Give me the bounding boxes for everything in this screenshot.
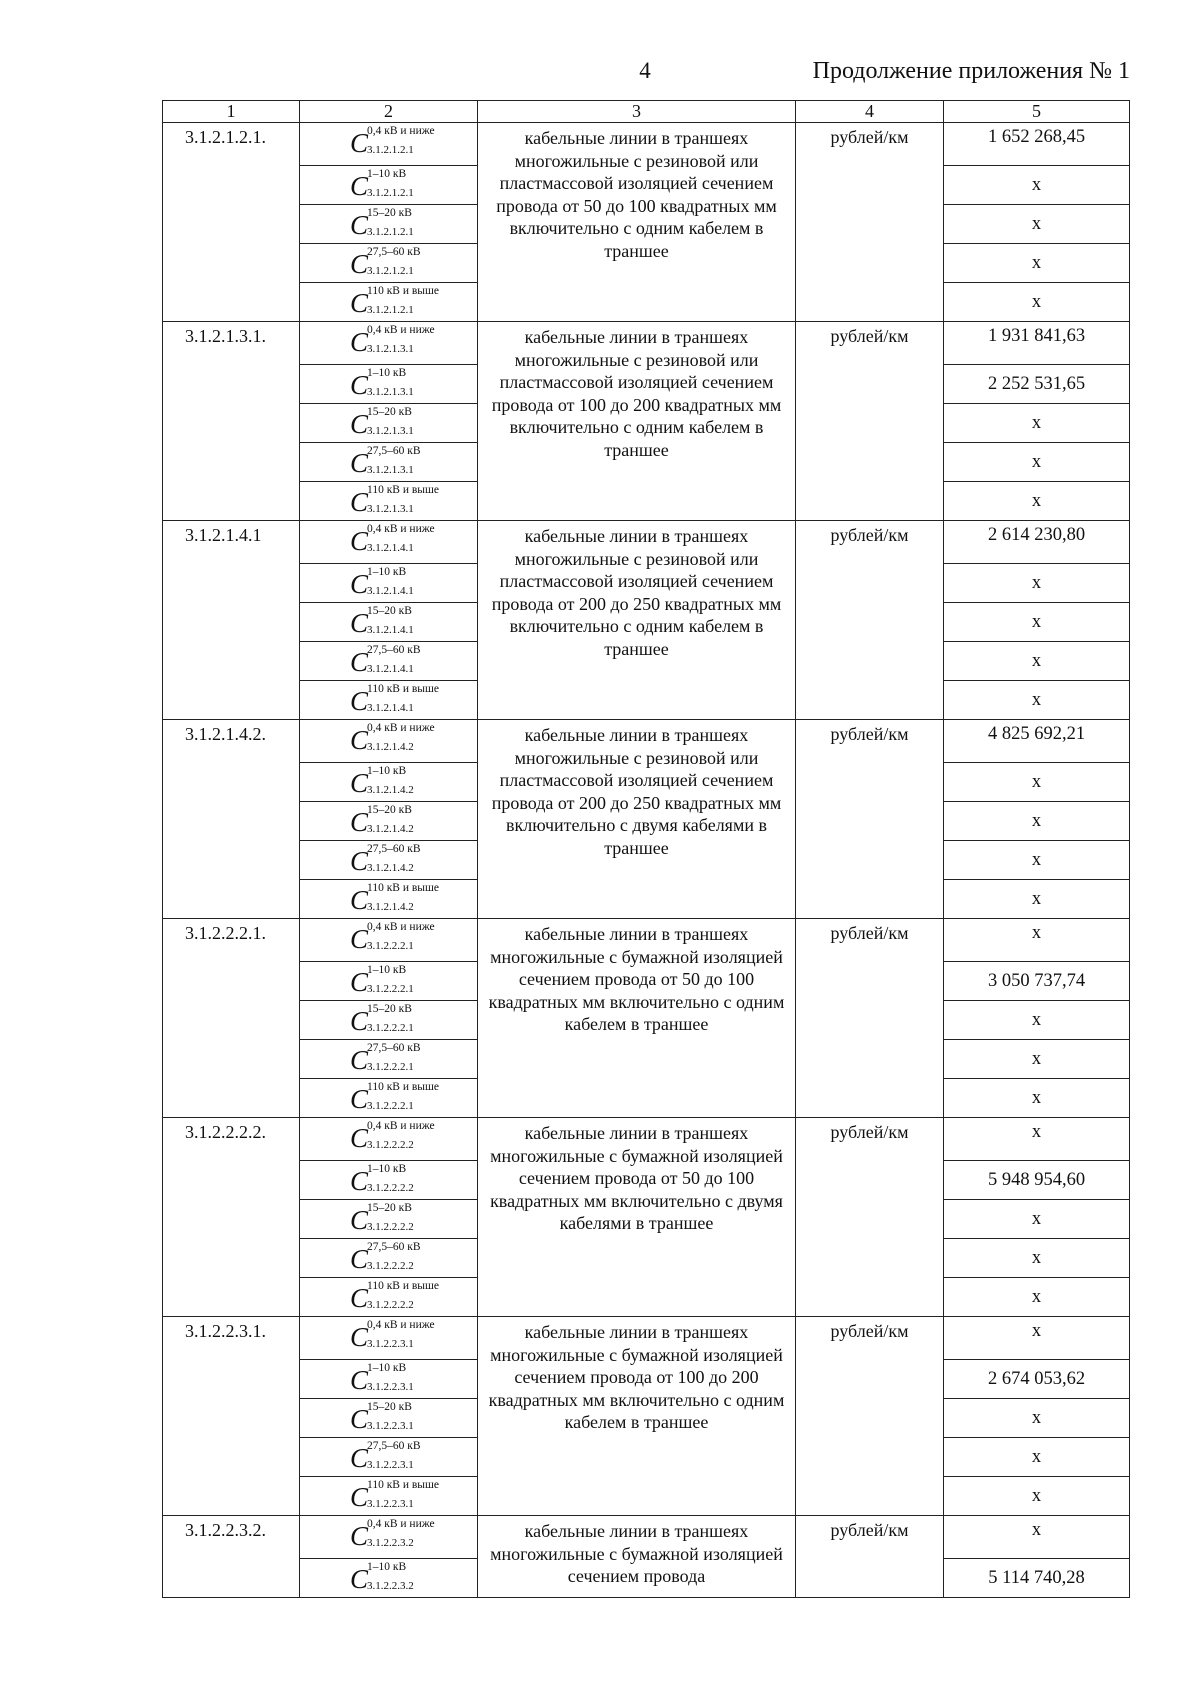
rate-symbol <box>350 365 477 402</box>
table-row <box>163 322 1130 365</box>
voltage-class: 0,4 кВ и ниже <box>367 921 435 933</box>
voltage-class: 1–10 кВ <box>367 367 407 379</box>
rate-symbol-cell <box>300 1278 478 1317</box>
rate-symbol-letter: C <box>350 1404 369 1434</box>
rate-value: x <box>944 1438 1130 1477</box>
rate-symbol <box>350 1200 477 1237</box>
voltage-class: 110 кВ и выше <box>367 1081 439 1093</box>
rate-symbol-cell <box>300 1118 478 1161</box>
rate-symbol-cell <box>300 1360 478 1399</box>
unit-of-measure: рублей/км <box>796 1516 944 1598</box>
rate-value: x <box>944 244 1130 283</box>
rate-symbol-cell <box>300 1559 478 1598</box>
item-description: кабельные линии в траншеях многожильные с бумажной изоляцией сечением провода от 100 до 200 квадратных мм включительно с одним кабелем в траншее <box>478 1317 796 1516</box>
rate-symbol-cell <box>300 521 478 564</box>
rate-value: x <box>944 919 1130 962</box>
rate-symbol <box>350 642 477 679</box>
rate-index: 3.1.2.2.2.1 <box>367 1100 414 1112</box>
rate-index: 3.1.2.2.3.1 <box>367 1420 414 1432</box>
rate-symbol <box>350 681 477 718</box>
rate-symbol-cell <box>300 365 478 404</box>
rate-symbol <box>350 802 477 839</box>
rate-symbol-letter: C <box>350 647 369 677</box>
rate-symbol-cell <box>300 1516 478 1559</box>
table-row <box>163 1516 1130 1559</box>
rate-symbol-cell <box>300 681 478 720</box>
rate-symbol-cell <box>300 1001 478 1040</box>
rate-symbol <box>350 1278 477 1315</box>
rate-index: 3.1.2.2.2.1 <box>367 983 414 995</box>
item-description: кабельные линии в траншеях многожильные с резиновой или пластмассовой изоляцией сечением провода от 100 до 200 квадратных мм включительно с одним кабелем в траншее <box>478 322 796 521</box>
rate-value: 2 614 230,80 <box>944 521 1130 564</box>
rate-symbol-letter: C <box>350 1283 369 1313</box>
rate-symbol <box>350 244 477 281</box>
rate-index: 3.1.2.2.2.2 <box>367 1260 414 1272</box>
rate-symbol-letter: C <box>350 448 369 478</box>
rate-index: 3.1.2.2.2.2 <box>367 1299 414 1311</box>
rate-symbol-letter: C <box>350 725 369 755</box>
rate-symbol <box>350 1360 477 1397</box>
rate-symbol <box>350 603 477 640</box>
rate-index: 3.1.2.2.3.2 <box>367 1580 414 1592</box>
page-number: 4 <box>639 58 651 83</box>
unit-of-measure: рублей/км <box>796 720 944 919</box>
rate-symbol <box>350 1161 477 1198</box>
voltage-class: 110 кВ и выше <box>367 683 439 695</box>
rate-index: 3.1.2.1.4.2 <box>367 862 414 874</box>
rate-index: 3.1.2.1.3.1 <box>367 503 414 515</box>
tariff-table <box>162 100 1130 1598</box>
voltage-class: 1–10 кВ <box>367 566 407 578</box>
rate-symbol-letter: C <box>350 924 369 954</box>
rate-symbol-cell <box>300 1438 478 1477</box>
rate-symbol-letter: C <box>350 288 369 318</box>
rate-index: 3.1.2.2.2.2 <box>367 1221 414 1233</box>
rate-symbol <box>350 1079 477 1116</box>
rate-symbol-cell <box>300 322 478 365</box>
page-heading: Продолжение приложения № 1 <box>812 58 1130 84</box>
item-code: 3.1.2.2.3.2. <box>163 1516 300 1598</box>
rate-value: x <box>944 763 1130 802</box>
rate-symbol-cell <box>300 404 478 443</box>
rate-symbol <box>350 123 477 160</box>
rate-symbol-letter: C <box>350 608 369 638</box>
voltage-class: 110 кВ и выше <box>367 484 439 496</box>
rate-symbol-cell <box>300 1040 478 1079</box>
rate-symbol-letter: C <box>350 967 369 997</box>
rate-index: 3.1.2.1.4.1 <box>367 663 414 675</box>
rate-value: x <box>944 1477 1130 1516</box>
rate-symbol-letter: C <box>350 846 369 876</box>
item-code: 3.1.2.1.3.1. <box>163 322 300 521</box>
item-description: кабельные линии в траншеях многожильные с резиновой или пластмассовой изоляцией сечением провода от 200 до 250 квадратных мм включительно с одним кабелем в траншее <box>478 521 796 720</box>
voltage-class: 1–10 кВ <box>367 1362 407 1374</box>
rate-symbol-cell <box>300 482 478 521</box>
rate-symbol-letter: C <box>350 1006 369 1036</box>
voltage-class: 27,5–60 кВ <box>367 1241 421 1253</box>
rate-symbol-letter: C <box>350 526 369 556</box>
rate-symbol-cell <box>300 763 478 802</box>
rate-value: x <box>944 1399 1130 1438</box>
rate-symbol-cell <box>300 205 478 244</box>
rate-symbol-letter: C <box>350 1244 369 1274</box>
unit-of-measure: рублей/км <box>796 521 944 720</box>
rate-index: 3.1.2.1.2.1 <box>367 226 414 238</box>
voltage-class: 110 кВ и выше <box>367 1280 439 1292</box>
rate-value: x <box>944 1239 1130 1278</box>
rate-index: 3.1.2.1.2.1 <box>367 144 414 156</box>
header-row <box>163 101 1130 123</box>
rate-symbol-letter: C <box>350 1443 369 1473</box>
rate-symbol <box>350 720 477 757</box>
column-header-1: 1 <box>163 101 300 123</box>
rate-symbol-letter: C <box>350 768 369 798</box>
voltage-class: 0,4 кВ и ниже <box>367 1518 435 1530</box>
rate-index: 3.1.2.2.2.1 <box>367 1022 414 1034</box>
table-row <box>163 919 1130 962</box>
rate-symbol-cell <box>300 1477 478 1516</box>
table-body <box>163 123 1130 1598</box>
rate-symbol-letter: C <box>350 1564 369 1594</box>
voltage-class: 27,5–60 кВ <box>367 843 421 855</box>
unit-of-measure: рублей/км <box>796 1317 944 1516</box>
voltage-class: 27,5–60 кВ <box>367 644 421 656</box>
rate-symbol <box>350 166 477 203</box>
rate-index: 3.1.2.2.3.1 <box>367 1498 414 1510</box>
rate-symbol <box>350 1040 477 1077</box>
rate-symbol <box>350 919 477 956</box>
rate-symbol-cell <box>300 1200 478 1239</box>
rate-symbol-letter: C <box>350 327 369 357</box>
rate-symbol <box>350 1317 477 1354</box>
rate-symbol-cell <box>300 244 478 283</box>
voltage-class: 15–20 кВ <box>367 605 412 617</box>
voltage-class: 27,5–60 кВ <box>367 246 421 258</box>
rate-value: 3 050 737,74 <box>944 962 1130 1001</box>
column-header-5: 5 <box>944 101 1130 123</box>
rate-symbol-cell <box>300 642 478 681</box>
rate-index: 3.1.2.2.3.2 <box>367 1537 414 1549</box>
rate-symbol-cell <box>300 1317 478 1360</box>
column-header-3: 3 <box>478 101 796 123</box>
rate-value: 1 652 268,45 <box>944 123 1130 166</box>
rate-value: x <box>944 1516 1130 1559</box>
voltage-class: 27,5–60 кВ <box>367 1042 421 1054</box>
rate-symbol <box>350 962 477 999</box>
rate-symbol-letter: C <box>350 210 369 240</box>
rate-symbol-cell <box>300 603 478 642</box>
rate-symbol-letter: C <box>350 409 369 439</box>
rate-value: x <box>944 1118 1130 1161</box>
rate-symbol-letter: C <box>350 249 369 279</box>
rate-symbol-letter: C <box>350 686 369 716</box>
item-code: 3.1.2.2.3.1. <box>163 1317 300 1516</box>
rate-index: 3.1.2.1.2.1 <box>367 187 414 199</box>
rate-symbol-cell <box>300 841 478 880</box>
voltage-class: 1–10 кВ <box>367 1561 407 1573</box>
rate-value: x <box>944 841 1130 880</box>
rate-symbol-letter: C <box>350 885 369 915</box>
rate-symbol <box>350 322 477 359</box>
rate-index: 3.1.2.2.3.1 <box>367 1459 414 1471</box>
rate-symbol-letter: C <box>350 128 369 158</box>
rate-index: 3.1.2.1.4.2 <box>367 741 414 753</box>
rate-value: x <box>944 166 1130 205</box>
rate-symbol <box>350 521 477 558</box>
voltage-class: 0,4 кВ и ниже <box>367 324 435 336</box>
voltage-class: 15–20 кВ <box>367 1202 412 1214</box>
voltage-class: 1–10 кВ <box>367 964 407 976</box>
rate-symbol-cell <box>300 564 478 603</box>
voltage-class: 1–10 кВ <box>367 765 407 777</box>
rate-index: 3.1.2.2.2.1 <box>367 940 414 952</box>
rate-value: x <box>944 1001 1130 1040</box>
rate-symbol-letter: C <box>350 1166 369 1196</box>
rate-value: x <box>944 404 1130 443</box>
rate-index: 3.1.2.1.3.1 <box>367 464 414 476</box>
rate-symbol-letter: C <box>350 487 369 517</box>
rate-symbol-letter: C <box>350 370 369 400</box>
voltage-class: 1–10 кВ <box>367 168 407 180</box>
column-header-4: 4 <box>796 101 944 123</box>
rate-value: x <box>944 1200 1130 1239</box>
rate-symbol-cell <box>300 1399 478 1438</box>
rate-index: 3.1.2.1.2.1 <box>367 265 414 277</box>
rate-symbol-letter: C <box>350 1123 369 1153</box>
voltage-class: 0,4 кВ и ниже <box>367 1120 435 1132</box>
voltage-class: 110 кВ и выше <box>367 1479 439 1491</box>
rate-value: x <box>944 1317 1130 1360</box>
rate-symbol <box>350 1477 477 1514</box>
rate-value: x <box>944 1040 1130 1079</box>
item-description: кабельные линии в траншеях многожильные с резиновой или пластмассовой изоляцией сечением провода от 50 до 100 квадратных мм включительно с одним кабелем в траншее <box>478 123 796 322</box>
rate-symbol <box>350 564 477 601</box>
rate-index: 3.1.2.1.4.1 <box>367 542 414 554</box>
rate-index: 3.1.2.1.4.2 <box>367 784 414 796</box>
rate-symbol <box>350 841 477 878</box>
rate-symbol-letter: C <box>350 1521 369 1551</box>
rate-symbol-letter: C <box>350 1205 369 1235</box>
rate-symbol-cell <box>300 720 478 763</box>
rate-symbol <box>350 283 477 320</box>
rate-value: x <box>944 482 1130 521</box>
rate-symbol-cell <box>300 962 478 1001</box>
rate-index: 3.1.2.1.4.1 <box>367 624 414 636</box>
rate-index: 3.1.2.1.4.2 <box>367 823 414 835</box>
voltage-class: 15–20 кВ <box>367 1003 412 1015</box>
rate-symbol <box>350 205 477 242</box>
rate-symbol <box>350 1438 477 1475</box>
unit-of-measure: рублей/км <box>796 1118 944 1317</box>
rate-symbol <box>350 880 477 917</box>
item-code: 3.1.2.2.2.2. <box>163 1118 300 1317</box>
rate-symbol-letter: C <box>350 1084 369 1114</box>
rate-value: 4 825 692,21 <box>944 720 1130 763</box>
rate-symbol <box>350 1239 477 1276</box>
rate-index: 3.1.2.1.3.1 <box>367 343 414 355</box>
item-description: кабельные линии в траншеях многожильные с резиновой или пластмассовой изоляцией сечением провода от 200 до 250 квадратных мм включительно с двумя кабелями в траншее <box>478 720 796 919</box>
table-row <box>163 123 1130 166</box>
rate-symbol <box>350 1516 477 1553</box>
rate-symbol-cell <box>300 880 478 919</box>
rate-symbol-letter: C <box>350 1045 369 1075</box>
voltage-class: 15–20 кВ <box>367 207 412 219</box>
rate-value: 1 931 841,63 <box>944 322 1130 365</box>
rate-symbol-cell <box>300 1161 478 1200</box>
rate-value: 5 948 954,60 <box>944 1161 1130 1200</box>
table-header <box>163 101 1130 123</box>
rate-symbol <box>350 763 477 800</box>
item-code: 3.1.2.2.2.1. <box>163 919 300 1118</box>
rate-index: 3.1.2.2.3.1 <box>367 1338 414 1350</box>
rate-symbol-cell <box>300 919 478 962</box>
rate-index: 3.1.2.1.2.1 <box>367 304 414 316</box>
voltage-class: 0,4 кВ и ниже <box>367 1319 435 1331</box>
rate-value: x <box>944 1079 1130 1118</box>
unit-of-measure: рублей/км <box>796 322 944 521</box>
rate-value: x <box>944 443 1130 482</box>
rate-symbol-cell <box>300 283 478 322</box>
rate-index: 3.1.2.2.2.2 <box>367 1182 414 1194</box>
unit-of-measure: рублей/км <box>796 919 944 1118</box>
voltage-class: 0,4 кВ и ниже <box>367 722 435 734</box>
voltage-class: 15–20 кВ <box>367 1401 412 1413</box>
rate-symbol-letter: C <box>350 1365 369 1395</box>
rate-value: x <box>944 205 1130 244</box>
item-description: кабельные линии в траншеях многожильные с бумажной изоляцией сечением провода <box>478 1516 796 1598</box>
rate-index: 3.1.2.2.3.1 <box>367 1381 414 1393</box>
item-code: 3.1.2.1.4.2. <box>163 720 300 919</box>
voltage-class: 110 кВ и выше <box>367 285 439 297</box>
rate-symbol <box>350 482 477 519</box>
item-description: кабельные линии в траншеях многожильные с бумажной изоляцией сечением провода от 50 до 100 квадратных мм включительно с двумя кабелями в траншее <box>478 1118 796 1317</box>
rate-index: 3.1.2.1.3.1 <box>367 425 414 437</box>
rate-symbol <box>350 1559 477 1596</box>
voltage-class: 0,4 кВ и ниже <box>367 523 435 535</box>
rate-value: x <box>944 564 1130 603</box>
rate-symbol-cell <box>300 166 478 205</box>
rate-symbol-letter: C <box>350 569 369 599</box>
rate-value: x <box>944 802 1130 841</box>
rate-symbol-cell <box>300 123 478 166</box>
voltage-class: 27,5–60 кВ <box>367 445 421 457</box>
rate-value: x <box>944 283 1130 322</box>
item-code: 3.1.2.1.4.1 <box>163 521 300 720</box>
rate-symbol <box>350 443 477 480</box>
rate-value: x <box>944 603 1130 642</box>
table-row <box>163 720 1130 763</box>
voltage-class: 0,4 кВ и ниже <box>367 125 435 137</box>
rate-symbol <box>350 1001 477 1038</box>
rate-symbol-cell <box>300 443 478 482</box>
table-row <box>163 1317 1130 1360</box>
table-row <box>163 521 1130 564</box>
rate-symbol-letter: C <box>350 171 369 201</box>
voltage-class: 1–10 кВ <box>367 1163 407 1175</box>
rate-symbol-letter: C <box>350 807 369 837</box>
voltage-class: 15–20 кВ <box>367 804 412 816</box>
rate-symbol <box>350 1399 477 1436</box>
rate-index: 3.1.2.2.2.1 <box>367 1061 414 1073</box>
column-header-2: 2 <box>300 101 478 123</box>
rate-symbol-letter: C <box>350 1482 369 1512</box>
rate-value: x <box>944 642 1130 681</box>
rate-index: 3.1.2.1.4.1 <box>367 585 414 597</box>
item-description: кабельные линии в траншеях многожильные с бумажной изоляцией сечением провода от 50 до 100 квадратных мм включительно с одним кабелем в траншее <box>478 919 796 1118</box>
rate-value: x <box>944 681 1130 720</box>
item-code: 3.1.2.1.2.1. <box>163 123 300 322</box>
rate-value: x <box>944 880 1130 919</box>
rate-value: 5 114 740,28 <box>944 1559 1130 1598</box>
rate-index: 3.1.2.2.2.2 <box>367 1139 414 1151</box>
voltage-class: 110 кВ и выше <box>367 882 439 894</box>
rate-symbol-cell <box>300 1079 478 1118</box>
voltage-class: 27,5–60 кВ <box>367 1440 421 1452</box>
rate-symbol-cell <box>300 802 478 841</box>
rate-symbol <box>350 1118 477 1155</box>
rate-symbol <box>350 404 477 441</box>
rate-symbol-cell <box>300 1239 478 1278</box>
rate-value: 2 674 053,62 <box>944 1360 1130 1399</box>
unit-of-measure: рублей/км <box>796 123 944 322</box>
rate-index: 3.1.2.1.3.1 <box>367 386 414 398</box>
rate-symbol-letter: C <box>350 1322 369 1352</box>
rate-index: 3.1.2.1.4.2 <box>367 901 414 913</box>
voltage-class: 15–20 кВ <box>367 406 412 418</box>
table-row <box>163 1118 1130 1161</box>
rate-value: x <box>944 1278 1130 1317</box>
rate-value: 2 252 531,65 <box>944 365 1130 404</box>
rate-index: 3.1.2.1.4.1 <box>367 702 414 714</box>
